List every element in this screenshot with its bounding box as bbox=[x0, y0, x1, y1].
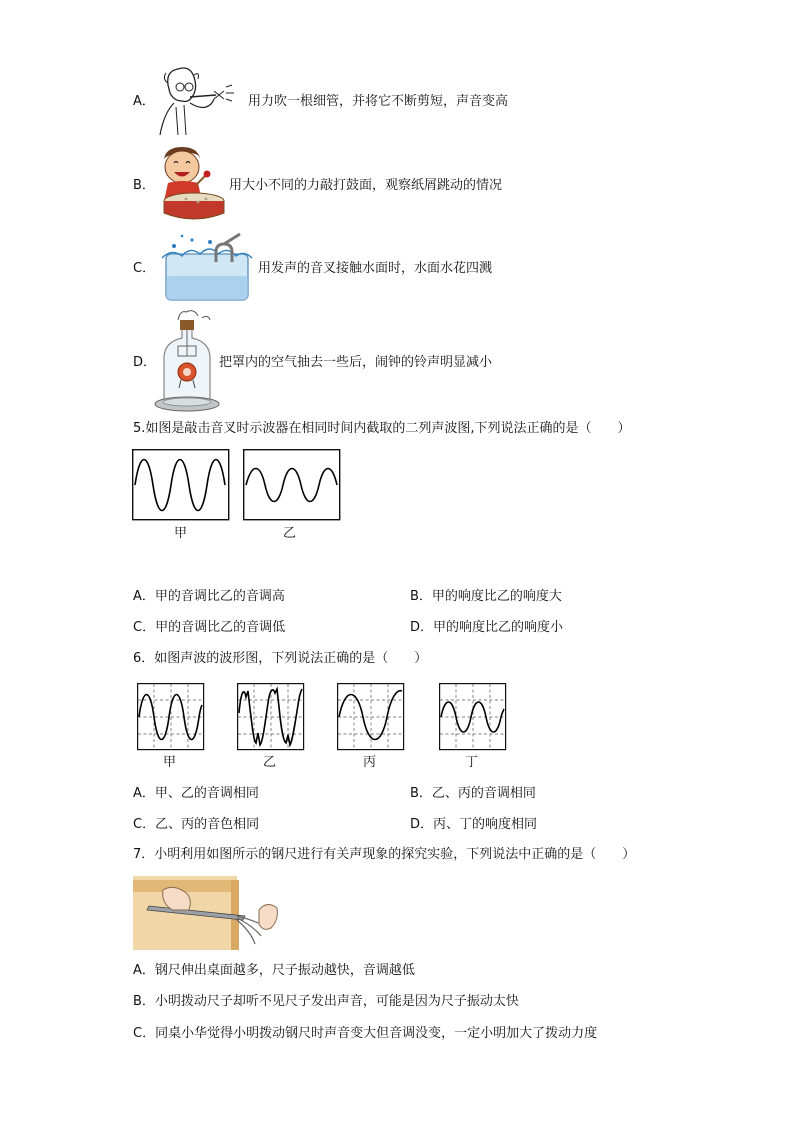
man-blowing-straw-illustration bbox=[154, 63, 240, 139]
option-a: A．甲的音调比乙的音调高 bbox=[133, 589, 285, 604]
option-c: C．同桌小华觉得小明拨动钢尺时声音变大但音调没变，一定小明加大了拨动力度 bbox=[133, 1026, 598, 1041]
waveform-grid-bing bbox=[337, 683, 405, 751]
waveform-grid-ding bbox=[439, 683, 507, 751]
question-stem: 5.如图是敲击音叉时示波器在相同时间内截取的二列声波图,下列说法正确的是（ ） bbox=[133, 421, 631, 436]
oscilloscope-wave-yi bbox=[243, 449, 341, 521]
option-letter: D． bbox=[133, 355, 157, 370]
option-b: B．小明拨动尺子却听不见尺子发出声音，可能是因为尺子振动太快 bbox=[133, 994, 519, 1009]
option-letter: B． bbox=[133, 178, 155, 193]
waveform-grid-yi bbox=[237, 683, 305, 751]
figure-label-yi: 乙 bbox=[283, 526, 297, 541]
option-text: 用大小不同的力敲打鼓面，观察纸屑跳动的情况 bbox=[229, 178, 503, 193]
option-text: 把罩内的空气抽去一些后，闹钟的铃声明显减小 bbox=[219, 355, 493, 370]
option-text: 用力吹一根细管，并将它不断剪短，声音变高 bbox=[248, 94, 509, 109]
figure-label-ding: 丁 bbox=[465, 755, 479, 770]
option-letter: C． bbox=[133, 261, 156, 276]
option-b: B．乙、丙的音调相同 bbox=[410, 786, 536, 801]
steel-ruler-on-desk-illustration bbox=[133, 876, 281, 950]
boy-drumming-illustration bbox=[154, 145, 228, 221]
option-c: C．甲的音调比乙的音调低 bbox=[133, 620, 286, 635]
figure-label-bing: 丙 bbox=[363, 755, 377, 770]
option-letter: A． bbox=[133, 94, 155, 109]
option-d: D．甲的响度比乙的响度小 bbox=[410, 620, 564, 635]
option-text: 用发声的音叉接触水面时，水面水花四溅 bbox=[258, 261, 493, 276]
figure-label-yi: 乙 bbox=[263, 755, 277, 770]
option-d: D．丙、丁的响度相同 bbox=[410, 817, 538, 832]
waveform-grid-jia bbox=[137, 683, 205, 751]
figure-label-jia: 甲 bbox=[174, 526, 188, 541]
question-stem: 7．小明利用如图所示的钢尺进行有关声现象的探究实验，下列说法中正确的是（ ） bbox=[133, 847, 636, 862]
oscilloscope-wave-jia bbox=[132, 449, 230, 521]
option-c: C．乙、丙的音色相同 bbox=[133, 817, 260, 832]
option-a: A．甲、乙的音调相同 bbox=[133, 786, 259, 801]
bell-jar-clock-illustration bbox=[152, 308, 222, 416]
tuning-fork-water-illustration bbox=[152, 232, 262, 304]
question-stem: 6．如图声波的波形图，下列说法正确的是（ ） bbox=[133, 651, 428, 666]
option-b: B．甲的响度比乙的响度大 bbox=[410, 589, 562, 604]
option-a: A．钢尺伸出桌面越多，尺子振动越快，音调越低 bbox=[133, 963, 415, 978]
figure-label-jia: 甲 bbox=[163, 755, 177, 770]
